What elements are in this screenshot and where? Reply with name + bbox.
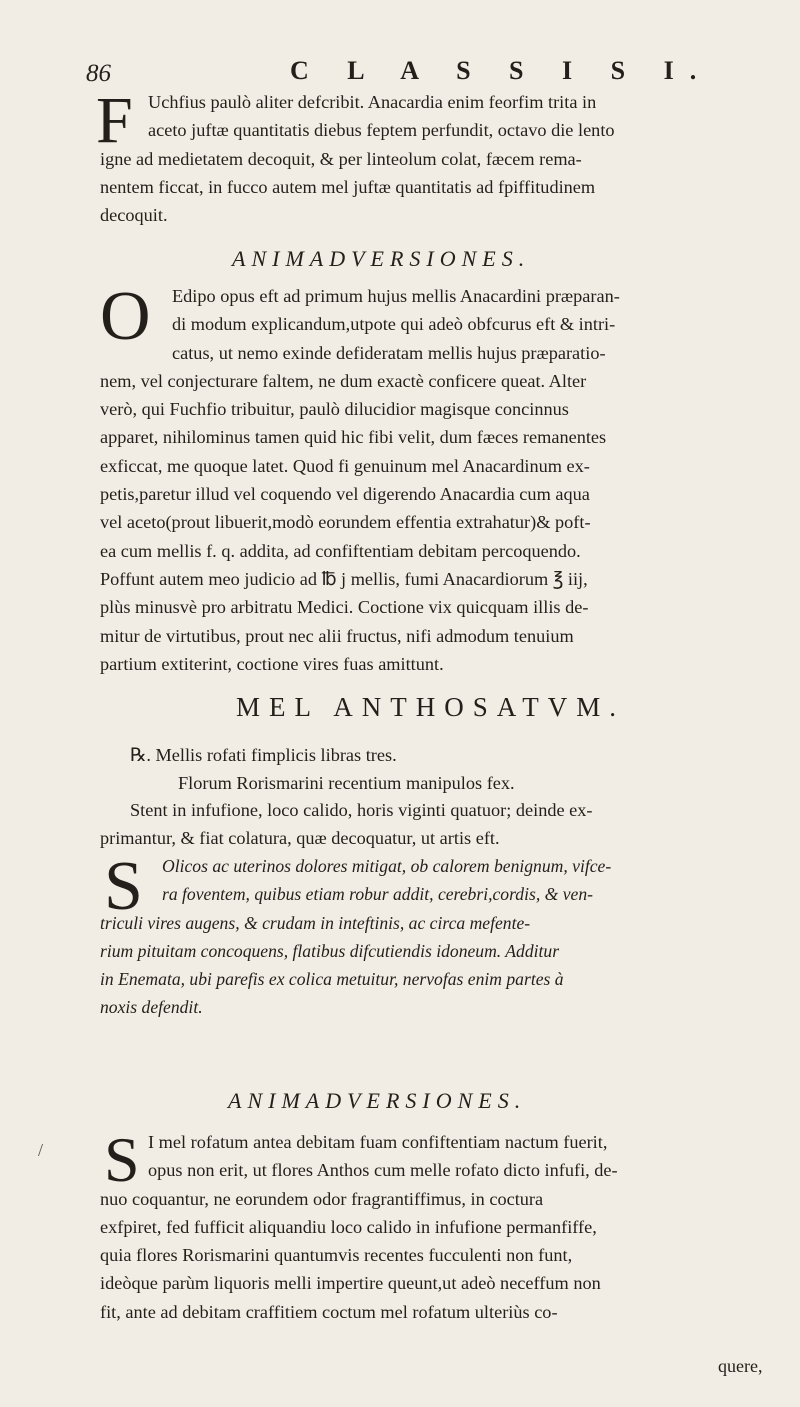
text-line: Edipo opus eft ad primum hujus mellis Anacardini præparan- <box>172 286 620 306</box>
paragraph-si-mel-rosatum <box>100 1124 780 1326</box>
paragraph-colicos <box>100 848 780 1022</box>
text-line: apparet, nihilominus tamen quid hic fibi velit, dum fæces remanentes <box>100 427 607 448</box>
text-line: nem, vel conjecturare faltem, ne dum exactè conficere queat. Alter <box>100 370 587 391</box>
text-line: vel aceto(prout libuerit,modò eorundem effentia extrahatur)& poft- <box>100 512 591 533</box>
text-line: aceto juftæ quantitatis diebus feptem perfundit, octavo die lento <box>148 120 615 141</box>
page-number: 86 <box>86 60 111 87</box>
text-line: ideòque parùm liquoris melli impertire queunt,ut adeò neceffum non <box>100 1273 601 1294</box>
text-line: in Enemata, ubi parefis ex colica metuitur, nervofas enim partes à <box>100 969 564 990</box>
text-line: nuo coquantur, ne eorundem odor fragrantiffimus, in coctura <box>100 1188 544 1209</box>
text-line: ra foventem, quibus etiam robur addit, cerebri,cordis, & ven- <box>162 884 593 905</box>
text-line: exfpiret, fed fufficit aliquandiu loco calido in infufione permanfiffe, <box>100 1216 597 1237</box>
text-line: fit, ante ad debitam craffitiem coctum mel rofatum ulteriùs co- <box>100 1301 558 1322</box>
text-line: rium pituitam concoquens, flatibus difcutiendis idoneum. Additur <box>100 940 560 961</box>
recipe-line: ℞. Mellis rofati fimplicis libras tres. <box>130 745 397 765</box>
drop-cap-f: F <box>96 84 133 157</box>
text-line: partium extiterint, coctione vires fuas amittunt. <box>100 653 444 674</box>
text-line: triculi vires augens, & crudam in inteftinis, ac circa mefente- <box>100 912 531 933</box>
text-line: plùs minusvè pro arbitratu Medici. Coctione vix quicquam illis de- <box>100 597 589 618</box>
drop-cap-s: S <box>104 848 143 925</box>
drop-cap-s-2: S <box>104 1124 140 1195</box>
recipe-block <box>100 742 790 852</box>
text-line: verò, qui Fuchfio tribuitur, paulò dilucidior magisque concinnus <box>100 399 569 420</box>
text-line: Uchfius paulò aliter defcribit. Anacardia enim feorfim trita in <box>148 92 597 112</box>
recipe-line: primantur, & fiat colatura, quæ decoquatur, ut artis eft. <box>100 827 500 848</box>
text-line: di modum explicandum,utpote qui adeò obfcurus eft & intri- <box>172 314 616 335</box>
text-line: opus non erit, ut flores Anthos cum melle rofato dicto infufi, de- <box>148 1160 618 1181</box>
section-heading-animadversiones-2: ANIMADVERSIONES. <box>228 1088 527 1113</box>
recipe-line: Florum Rorismarini recentium manipulos fex. <box>178 772 515 793</box>
text-line: petis,paretur illud vel coquendo vel digerendo Anacardia cum aqua <box>100 484 590 505</box>
text-line: ea cum mellis f. q. addita, ad confiftentiam debitam percoquendo. <box>100 540 581 561</box>
text-line: igne ad medietatem decoquit, & per linteolum colat, fæcem rema- <box>100 148 582 169</box>
section-heading-mel-anthosatum: MEL ANTHOSATVM. <box>236 692 626 722</box>
text-line: catus, ut nemo exinde defideratam mellis hujus præparatio- <box>172 342 606 363</box>
paragraph-fuchsius <box>100 88 780 229</box>
catchword: quere, <box>718 1356 763 1376</box>
text-line: mitur de virtutibus, prout nec alii fructus, nifi admodum tenuium <box>100 625 574 646</box>
text-line: quia flores Rorismarini quantumvis recentes fucculenti non funt, <box>100 1245 573 1266</box>
drop-cap-o: O <box>100 278 151 355</box>
text-line: noxis defendit. <box>100 997 203 1018</box>
text-line: decoquit. <box>100 205 168 226</box>
text-line: Poffunt autem meo judicio ad ℔ j mellis, fumi Anacardiorum ℥ iij, <box>100 568 588 589</box>
text-line: Olicos ac uterinos dolores mitigat, ob calorem benignum, vifce- <box>162 856 612 876</box>
text-line: nentem ficcat, in fucco autem mel juftæ quantitatis ad fpiffitudinem <box>100 176 596 197</box>
paragraph-oedipo <box>100 278 780 678</box>
section-heading-animadversiones: ANIMADVERSIONES. <box>232 246 531 271</box>
running-title: C L A S S I S I. <box>290 56 713 85</box>
text-line: I mel rofatum antea debitam fuam confiftentiam nactum fuerit, <box>148 1132 608 1152</box>
recipe-line: Stent in infufione, loco calido, horis viginti quatuor; deinde ex- <box>130 800 593 820</box>
margin-mark: / <box>38 1140 44 1160</box>
text-line: exficcat, me quoque latet. Quod fi genuinum mel Anacardinum ex- <box>100 455 590 476</box>
